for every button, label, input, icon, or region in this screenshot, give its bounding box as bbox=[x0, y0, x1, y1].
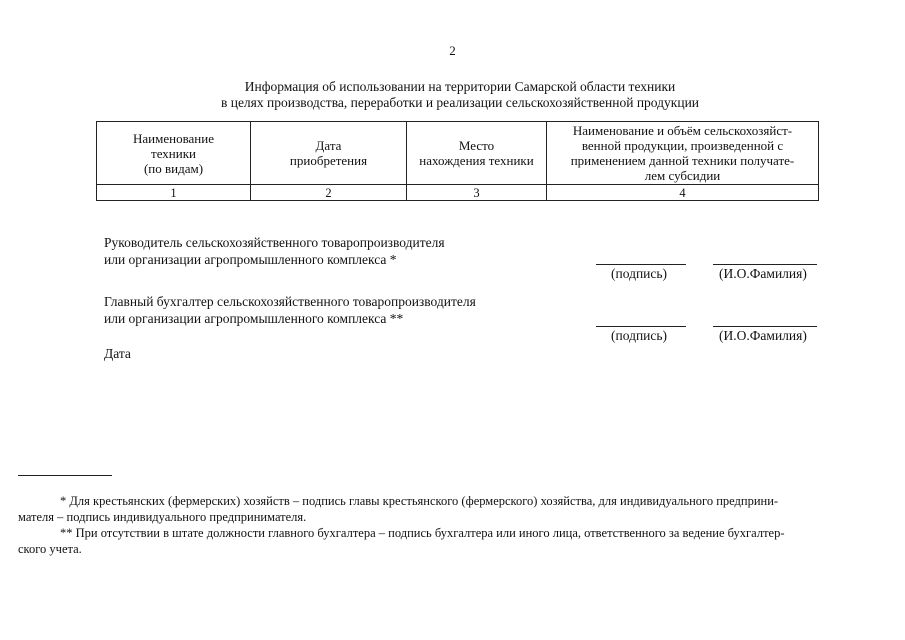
header-text: приобретения bbox=[289, 153, 368, 168]
accountant-signature-caption: (подпись) bbox=[611, 328, 668, 343]
equipment-usage-table bbox=[96, 121, 819, 201]
header-location bbox=[407, 122, 547, 185]
header-text: нахождения техники bbox=[419, 153, 534, 168]
head-label-line-1: Руководитель сельскохозяйственного товаропроизводителя bbox=[104, 235, 445, 250]
head-label-line-2: или организации агропромышленного комплекса * bbox=[104, 252, 397, 267]
header-equipment-name bbox=[97, 122, 251, 185]
accountant-signature-label bbox=[104, 293, 476, 327]
column-number-cell: 2 bbox=[251, 185, 407, 201]
header-text: Место bbox=[458, 138, 495, 153]
column-number-cell: 1 bbox=[97, 185, 251, 201]
header-text: Наименование bbox=[133, 130, 214, 146]
footnote-2-line-1: ** При отсутствии в штате должности главного бухгалтера – подпись бухгалтера или иного лица, ответственного за ведение бухгалтер- bbox=[60, 526, 785, 540]
accountant-name-caption: (И.О.Фамилия) bbox=[719, 328, 807, 343]
header-purchase-date bbox=[251, 122, 407, 185]
date-label: Дата bbox=[104, 346, 131, 361]
accountant-signature-line[interactable] bbox=[596, 326, 686, 327]
accountant-name-line[interactable] bbox=[713, 326, 817, 327]
header-text: венной продукции, произведенной с bbox=[581, 138, 784, 153]
footnote-1-line-2: мателя – подпись индивидуального предпринимателя. bbox=[18, 510, 307, 524]
accountant-label-line-2: или организации агропромышленного комплекса ** bbox=[104, 311, 404, 326]
head-signature-caption: (подпись) bbox=[611, 266, 668, 281]
accountant-label-line-1: Главный бухгалтер сельскохозяйственного товаропроизводителя bbox=[104, 294, 476, 309]
header-text: применением данной техники получате- bbox=[570, 153, 795, 168]
table-row bbox=[97, 185, 819, 201]
title-line-2: в целях производства, переработки и реализации сельскохозяйственной продукции bbox=[220, 95, 700, 110]
header-text: Наименование и объём сельскохозяйст- bbox=[572, 123, 793, 138]
footnote-1-line-1: * Для крестьянских (фермерских) хозяйств – подпись главы крестьянского (фермерского) хозяйства, для индивидуального предприни- bbox=[60, 494, 779, 508]
title-line-1: Информация об использовании на территории Самарской области техники bbox=[244, 79, 676, 94]
head-signature-label bbox=[104, 234, 445, 268]
document-title bbox=[0, 79, 905, 111]
head-signature-line[interactable] bbox=[596, 264, 686, 265]
header-text: (по видам) bbox=[143, 160, 204, 176]
footnote-divider bbox=[18, 475, 112, 476]
page-number: 2 bbox=[449, 43, 456, 58]
head-name-line[interactable] bbox=[713, 264, 817, 265]
header-production-volume bbox=[547, 122, 819, 185]
footnote-2-line-2: ского учета. bbox=[18, 542, 82, 556]
column-number-cell: 3 bbox=[407, 185, 547, 201]
footnotes bbox=[18, 493, 898, 557]
header-text: Дата bbox=[315, 138, 342, 153]
column-number-cell: 4 bbox=[547, 185, 819, 201]
header-text: лем субсидии bbox=[644, 168, 721, 183]
header-text: техники bbox=[151, 145, 196, 161]
head-name-caption: (И.О.Фамилия) bbox=[719, 266, 807, 281]
table-header-row bbox=[97, 122, 819, 185]
